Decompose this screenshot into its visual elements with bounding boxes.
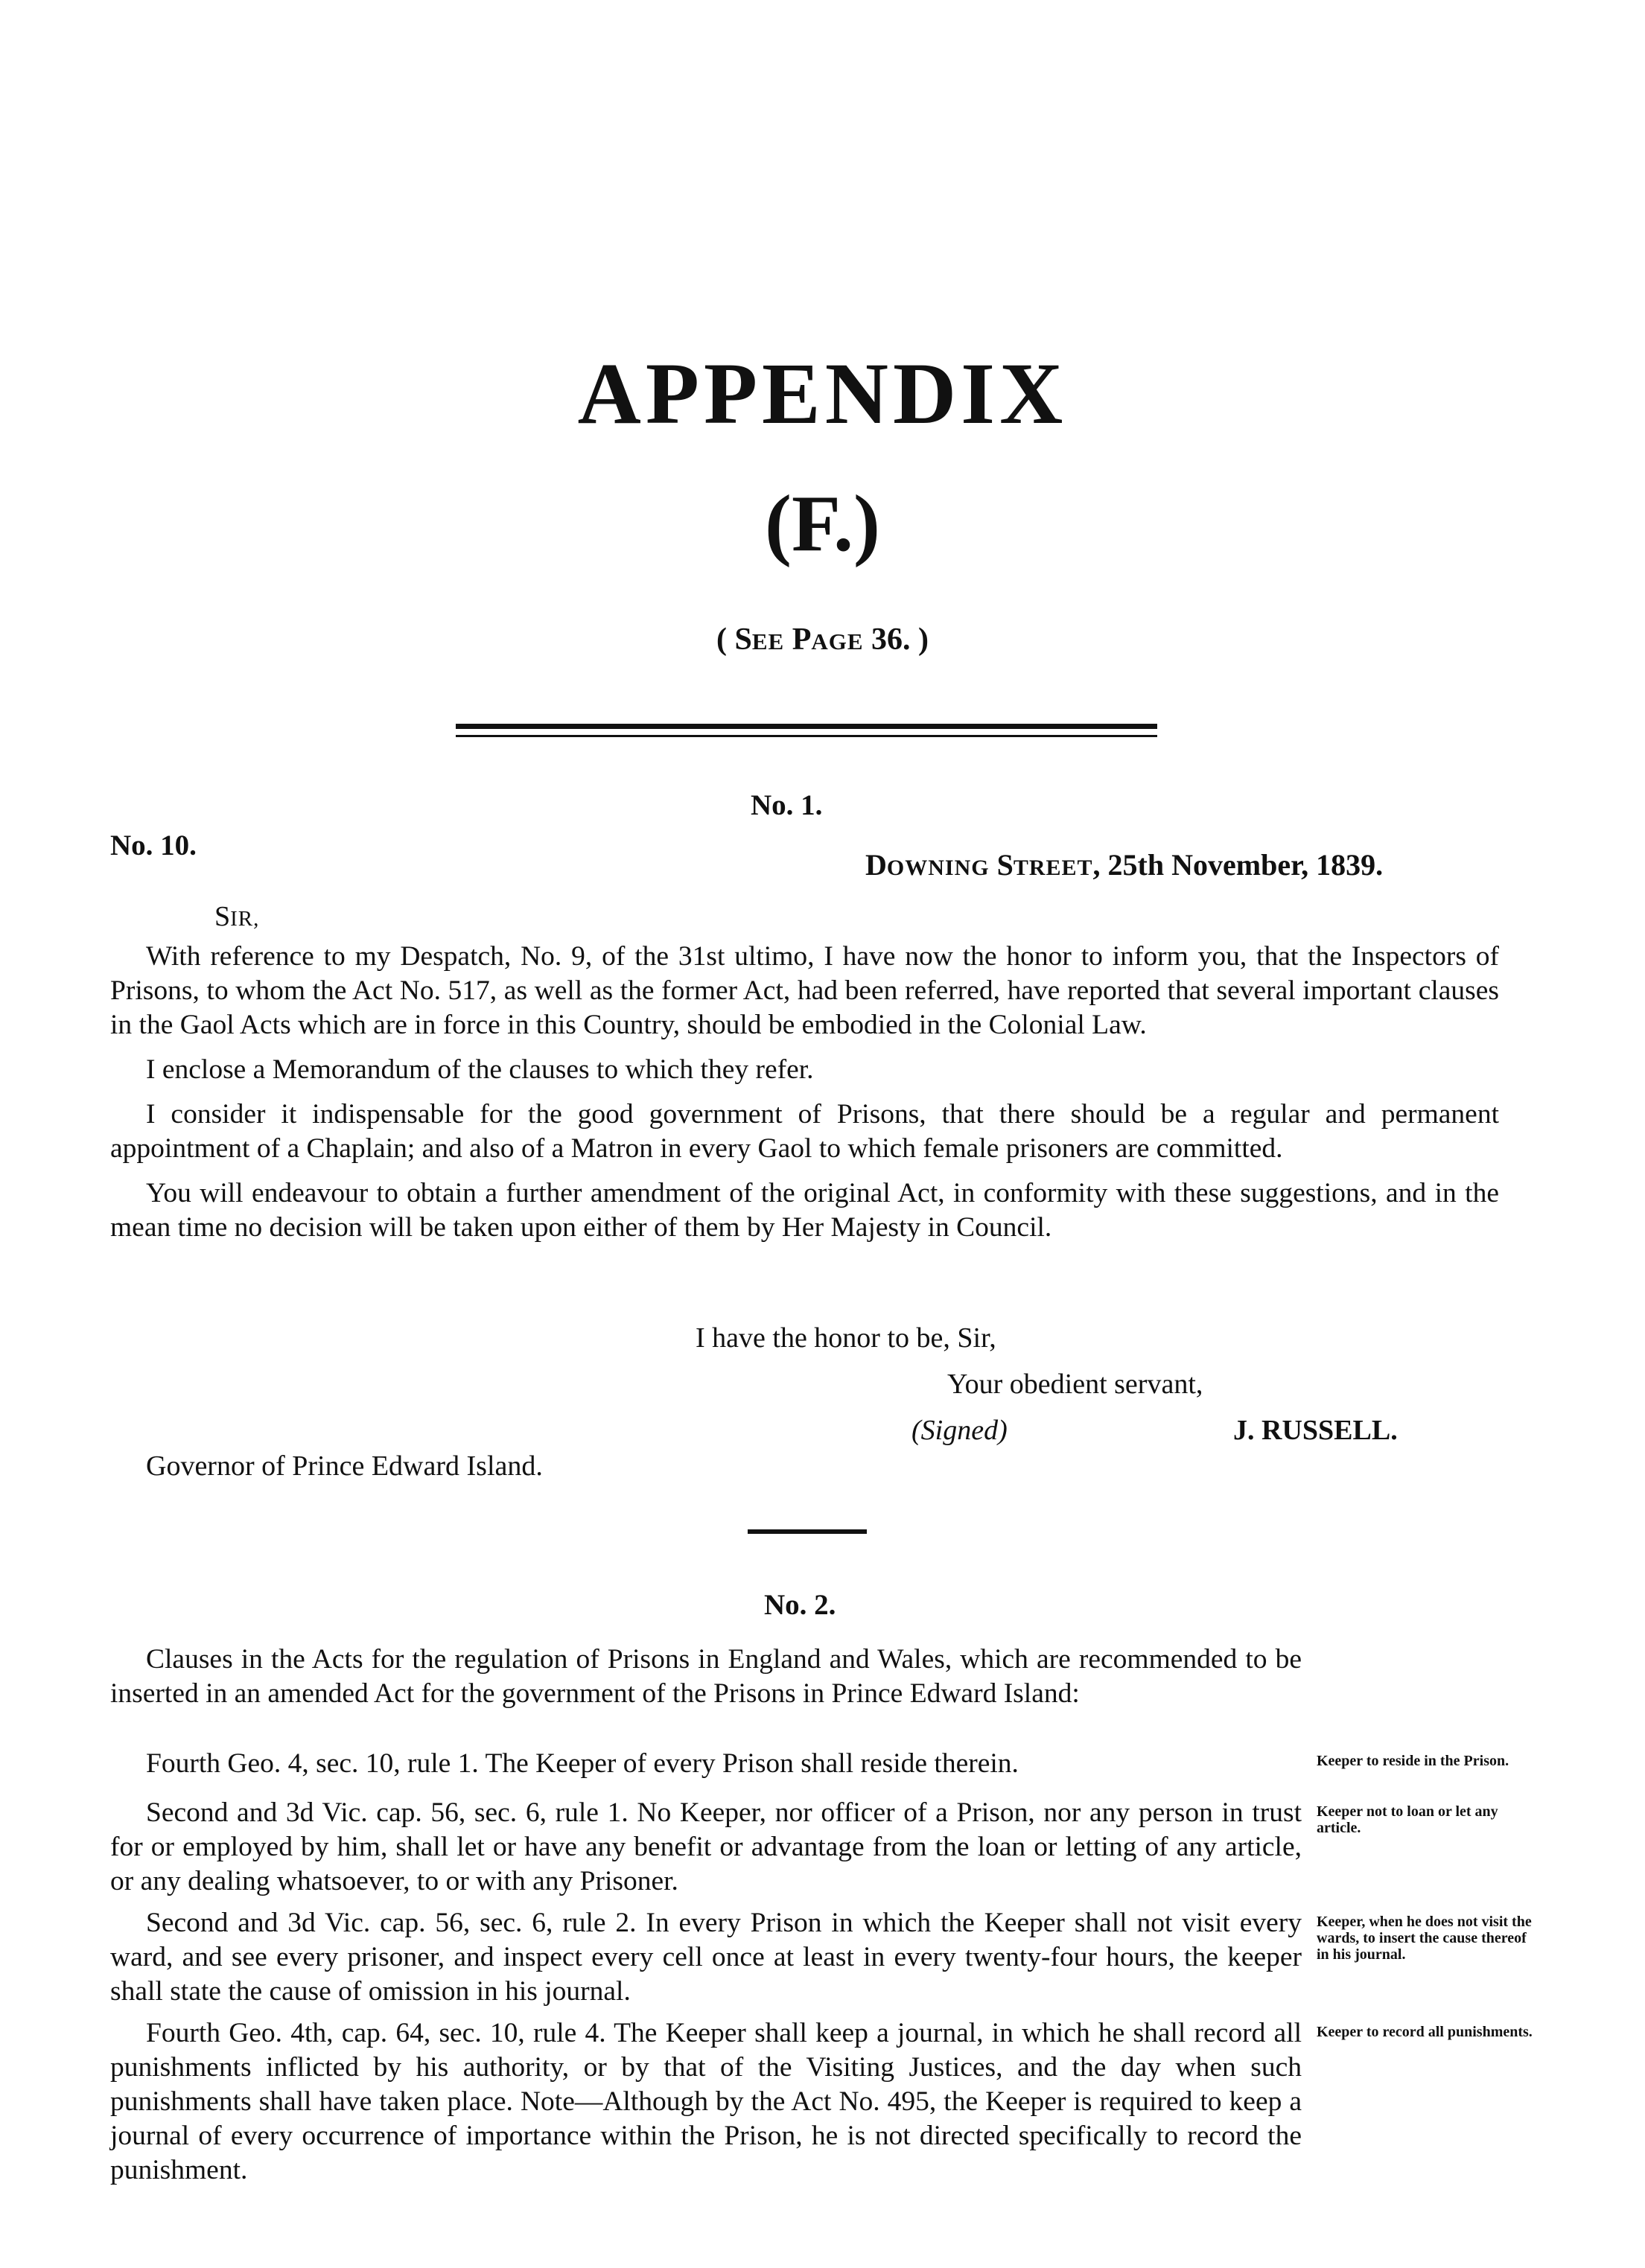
letter1-address-date: DOWNING STREET, 25th November, 1839. (865, 848, 1384, 882)
margin-note-4: Keeper to record all punishments. (1317, 2024, 1533, 2040)
letter1-paragraph: I enclose a Memorandum of the clauses to which they refer. (146, 1054, 814, 1085)
margin-note-2: Keeper not to loan or let any article. (1317, 1803, 1498, 1836)
letter1-signatory: J. RUSSELL. (1233, 1415, 1398, 1446)
letter2-clause-4: Fourth Geo. 4th, cap. 64, sec. 10, rule 4. The Keeper shall keep a journal, in which he shall record all punishments inflicted by his authority, or by that of the Visiting Justices, and the day when such punishments shall have taken place. Note—Although by the Act No. 495, the Keeper is required to keep a journal of every occurrence of importance within the Prison, he is not directed specifically to record the punishment. (110, 2018, 1302, 2185)
letter1-paragraph: With reference to my Despatch, No. 9, of the 31st ultimo, I have now the honor to inform you, that the Inspectors of Prisons, to whom the Act No. 517, as well as the former Act, had been referred, have reported that several important clauses in the Gaol Acts which are in force in this Country, should be embodied in the Colonial Law. (110, 941, 1499, 1040)
letter2-clause-1: Fourth Geo. 4, sec. 10, rule 1. The Keeper of every Prison shall reside therein. (146, 1748, 1019, 1779)
letter2-clause-3: Second and 3d Vic. cap. 56, sec. 6, rule 2. In every Prison in which the Keeper shall not visit every ward, and see every prisoner, and inspect every cell once at least in every twenty-four hours, the keeper shall state the cause of omission in his journal. (110, 1908, 1302, 2007)
letter1-salutation: SIR, (214, 901, 260, 932)
margin-note-1: Keeper to reside in the Prison. (1317, 1753, 1509, 1769)
letter1-ref-number: No. 10. (110, 829, 197, 861)
appendix-letter: (F.) (765, 480, 880, 568)
section-divider-rule (748, 1529, 867, 1534)
letter2-number: No. 2. (764, 1589, 836, 1621)
letter1-number: No. 1. (751, 789, 823, 821)
letter1-signed: (Signed) (911, 1415, 1008, 1446)
letter1-paragraph: I consider it indispensable for the good government of Prisons, that there should be a regular and permanent appointment of a Chaplain; and also of a Matron in every Gaol to which female prisoners are committed. (110, 1099, 1499, 1164)
letter1-paragraph: You will endeavour to obtain a further amendment of the original Act, in conformity with these suggestions, and in the mean time no decision will be taken upon either of them by Her Majesty in Council. (110, 1178, 1499, 1243)
letter1-body (110, 940, 1499, 1245)
header-double-rule (456, 724, 1157, 737)
letter1-addressee: Governor of Prince Edward Island. (146, 1450, 543, 1482)
letter2-clause-2: Second and 3d Vic. cap. 56, sec. 6, rule 1. No Keeper, nor officer of a Prison, nor any person in trust for or employed by him, shall let or have any benefit or advantage from the loan or letting of any article, or any dealing whatsoever, to or with any Prisoner. (110, 1797, 1302, 1896)
see-page-reference: ( SEE PAGE 36. ) (716, 622, 929, 657)
letter2-intro: Clauses in the Acts for the regulation of Prisons in England and Wales, which are recommended to be inserted in an amended Act for the government of the Prisons in Prince Edward Island: (110, 1644, 1302, 1709)
letter1-closing: I have the honor to be, Sir, (696, 1322, 996, 1354)
appendix-title: APPENDIX (577, 345, 1068, 442)
letter1-valediction: Your obedient servant, (947, 1369, 1203, 1400)
margin-note-3: Keeper, when he does not visit the wards, to insert the cause thereof in his journal. (1317, 1914, 1532, 1963)
